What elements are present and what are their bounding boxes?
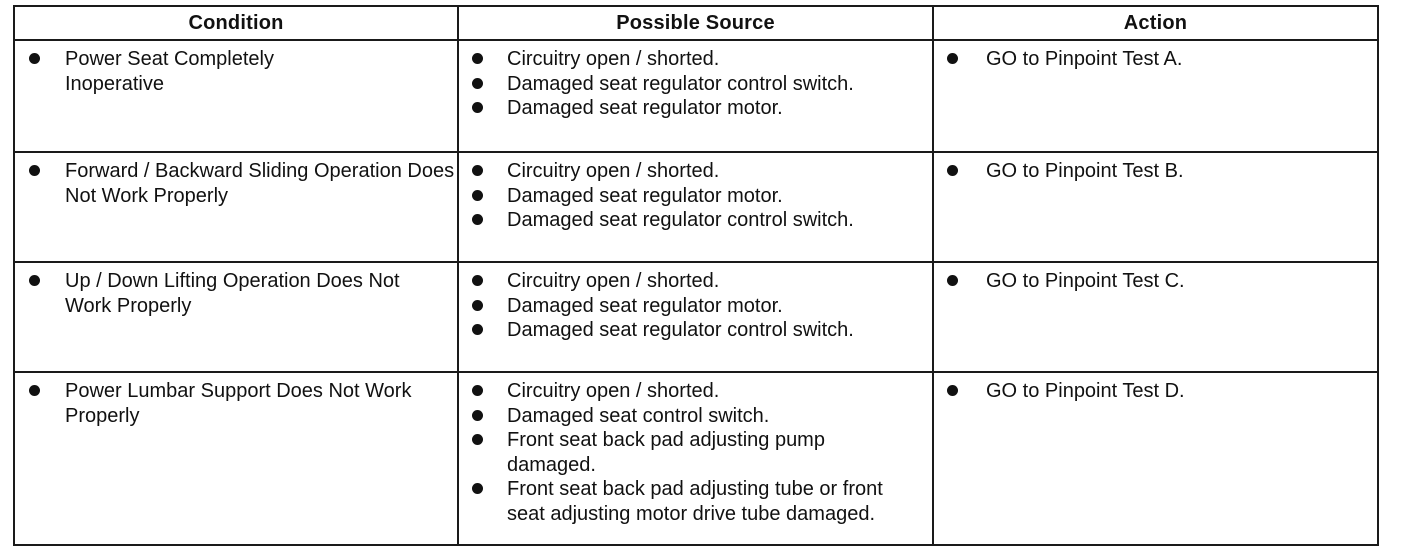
list-item xyxy=(459,318,932,343)
bullet-icon xyxy=(472,324,483,335)
source-text: Damaged seat control switch. xyxy=(507,404,770,427)
bullet-icon xyxy=(472,410,483,421)
condition-text: Up / Down Lifting Operation Does Not Work Properly xyxy=(65,270,400,317)
source-text: Damaged seat regulator control switch. xyxy=(507,319,854,341)
header-action: Action xyxy=(1123,11,1188,34)
list-item xyxy=(459,72,932,97)
source-text: Circuitry open / shorted. xyxy=(507,380,720,402)
bullet-icon xyxy=(472,102,483,113)
list-item xyxy=(459,159,932,184)
source-text: Circuitry open / shorted. xyxy=(507,270,720,292)
bullet-icon xyxy=(472,190,483,201)
diagnosis-table xyxy=(13,5,1379,546)
list-item xyxy=(459,269,932,294)
list-item xyxy=(15,379,457,428)
list-item xyxy=(459,208,932,233)
bullet-icon xyxy=(29,275,40,286)
condition-cell xyxy=(15,373,459,544)
list-item xyxy=(934,159,1377,184)
table-header-row xyxy=(15,7,1377,41)
action-cell xyxy=(934,153,1377,261)
bullet-icon xyxy=(947,53,958,64)
bullet-icon xyxy=(472,300,483,311)
source-text: Circuitry open / shorted. xyxy=(507,160,720,182)
bullet-icon xyxy=(472,78,483,89)
source-text: Front seat back pad adjusting tube or front seat adjusting motor drive tube damaged. xyxy=(507,478,883,525)
source-cell xyxy=(459,373,934,544)
bullet-icon xyxy=(472,53,483,64)
list-item xyxy=(459,379,932,404)
bullet-icon xyxy=(947,275,958,286)
table-row xyxy=(15,263,1377,373)
action-text: GO to Pinpoint Test B. xyxy=(986,160,1184,182)
condition-text: Power Seat Completely Inoperative xyxy=(65,48,274,95)
bullet-icon xyxy=(947,165,958,176)
action-text: GO to Pinpoint Test D. xyxy=(986,380,1185,402)
bullet-icon xyxy=(472,385,483,396)
bullet-icon xyxy=(472,434,483,445)
list-item xyxy=(15,269,457,318)
list-item xyxy=(459,47,932,72)
header-condition: Condition xyxy=(15,7,459,39)
condition-cell xyxy=(15,153,459,261)
source-text: Damaged seat regulator motor. xyxy=(507,294,783,317)
bullet-icon xyxy=(472,214,483,225)
list-item xyxy=(934,47,1377,72)
table-row xyxy=(15,373,1377,544)
table-row xyxy=(15,153,1377,263)
condition-cell xyxy=(15,263,459,371)
condition-text: Forward / Backward Sliding Operation Does Not Work Properly xyxy=(65,160,455,207)
source-cell xyxy=(459,263,934,371)
source-cell xyxy=(459,41,934,151)
action-cell xyxy=(934,373,1377,544)
condition-text: Power Lumbar Support Does Not Work Properly xyxy=(65,380,412,427)
condition-cell xyxy=(15,41,459,151)
list-item xyxy=(459,96,932,121)
source-text: Circuitry open / shorted. xyxy=(507,48,720,70)
header-possible-source: Possible Source xyxy=(459,7,934,39)
list-item xyxy=(934,269,1377,294)
bullet-icon xyxy=(472,275,483,286)
action-text: GO to Pinpoint Test A. xyxy=(986,48,1183,70)
bullet-icon xyxy=(472,165,483,176)
list-item xyxy=(459,428,932,477)
bullet-icon xyxy=(947,385,958,396)
source-text: Damaged seat regulator control switch. xyxy=(507,209,854,231)
source-text: Front seat back pad adjusting pump damaged. xyxy=(507,429,825,476)
action-text: GO to Pinpoint Test C. xyxy=(986,270,1185,292)
action-cell xyxy=(934,263,1377,371)
source-text: Damaged seat regulator control switch. xyxy=(507,72,854,95)
list-item xyxy=(15,47,457,96)
list-item xyxy=(459,184,932,209)
list-item xyxy=(459,404,932,429)
bullet-icon xyxy=(29,53,40,64)
bullet-icon xyxy=(29,165,40,176)
list-item xyxy=(459,477,932,526)
list-item xyxy=(934,379,1377,404)
table-row xyxy=(15,41,1377,153)
list-item xyxy=(459,294,932,319)
source-cell xyxy=(459,153,934,261)
action-cell xyxy=(934,41,1377,151)
source-text: Damaged seat regulator motor. xyxy=(507,184,783,207)
list-item xyxy=(15,159,457,208)
source-text: Damaged seat regulator motor. xyxy=(507,97,783,119)
bullet-icon xyxy=(472,483,483,494)
bullet-icon xyxy=(29,385,40,396)
